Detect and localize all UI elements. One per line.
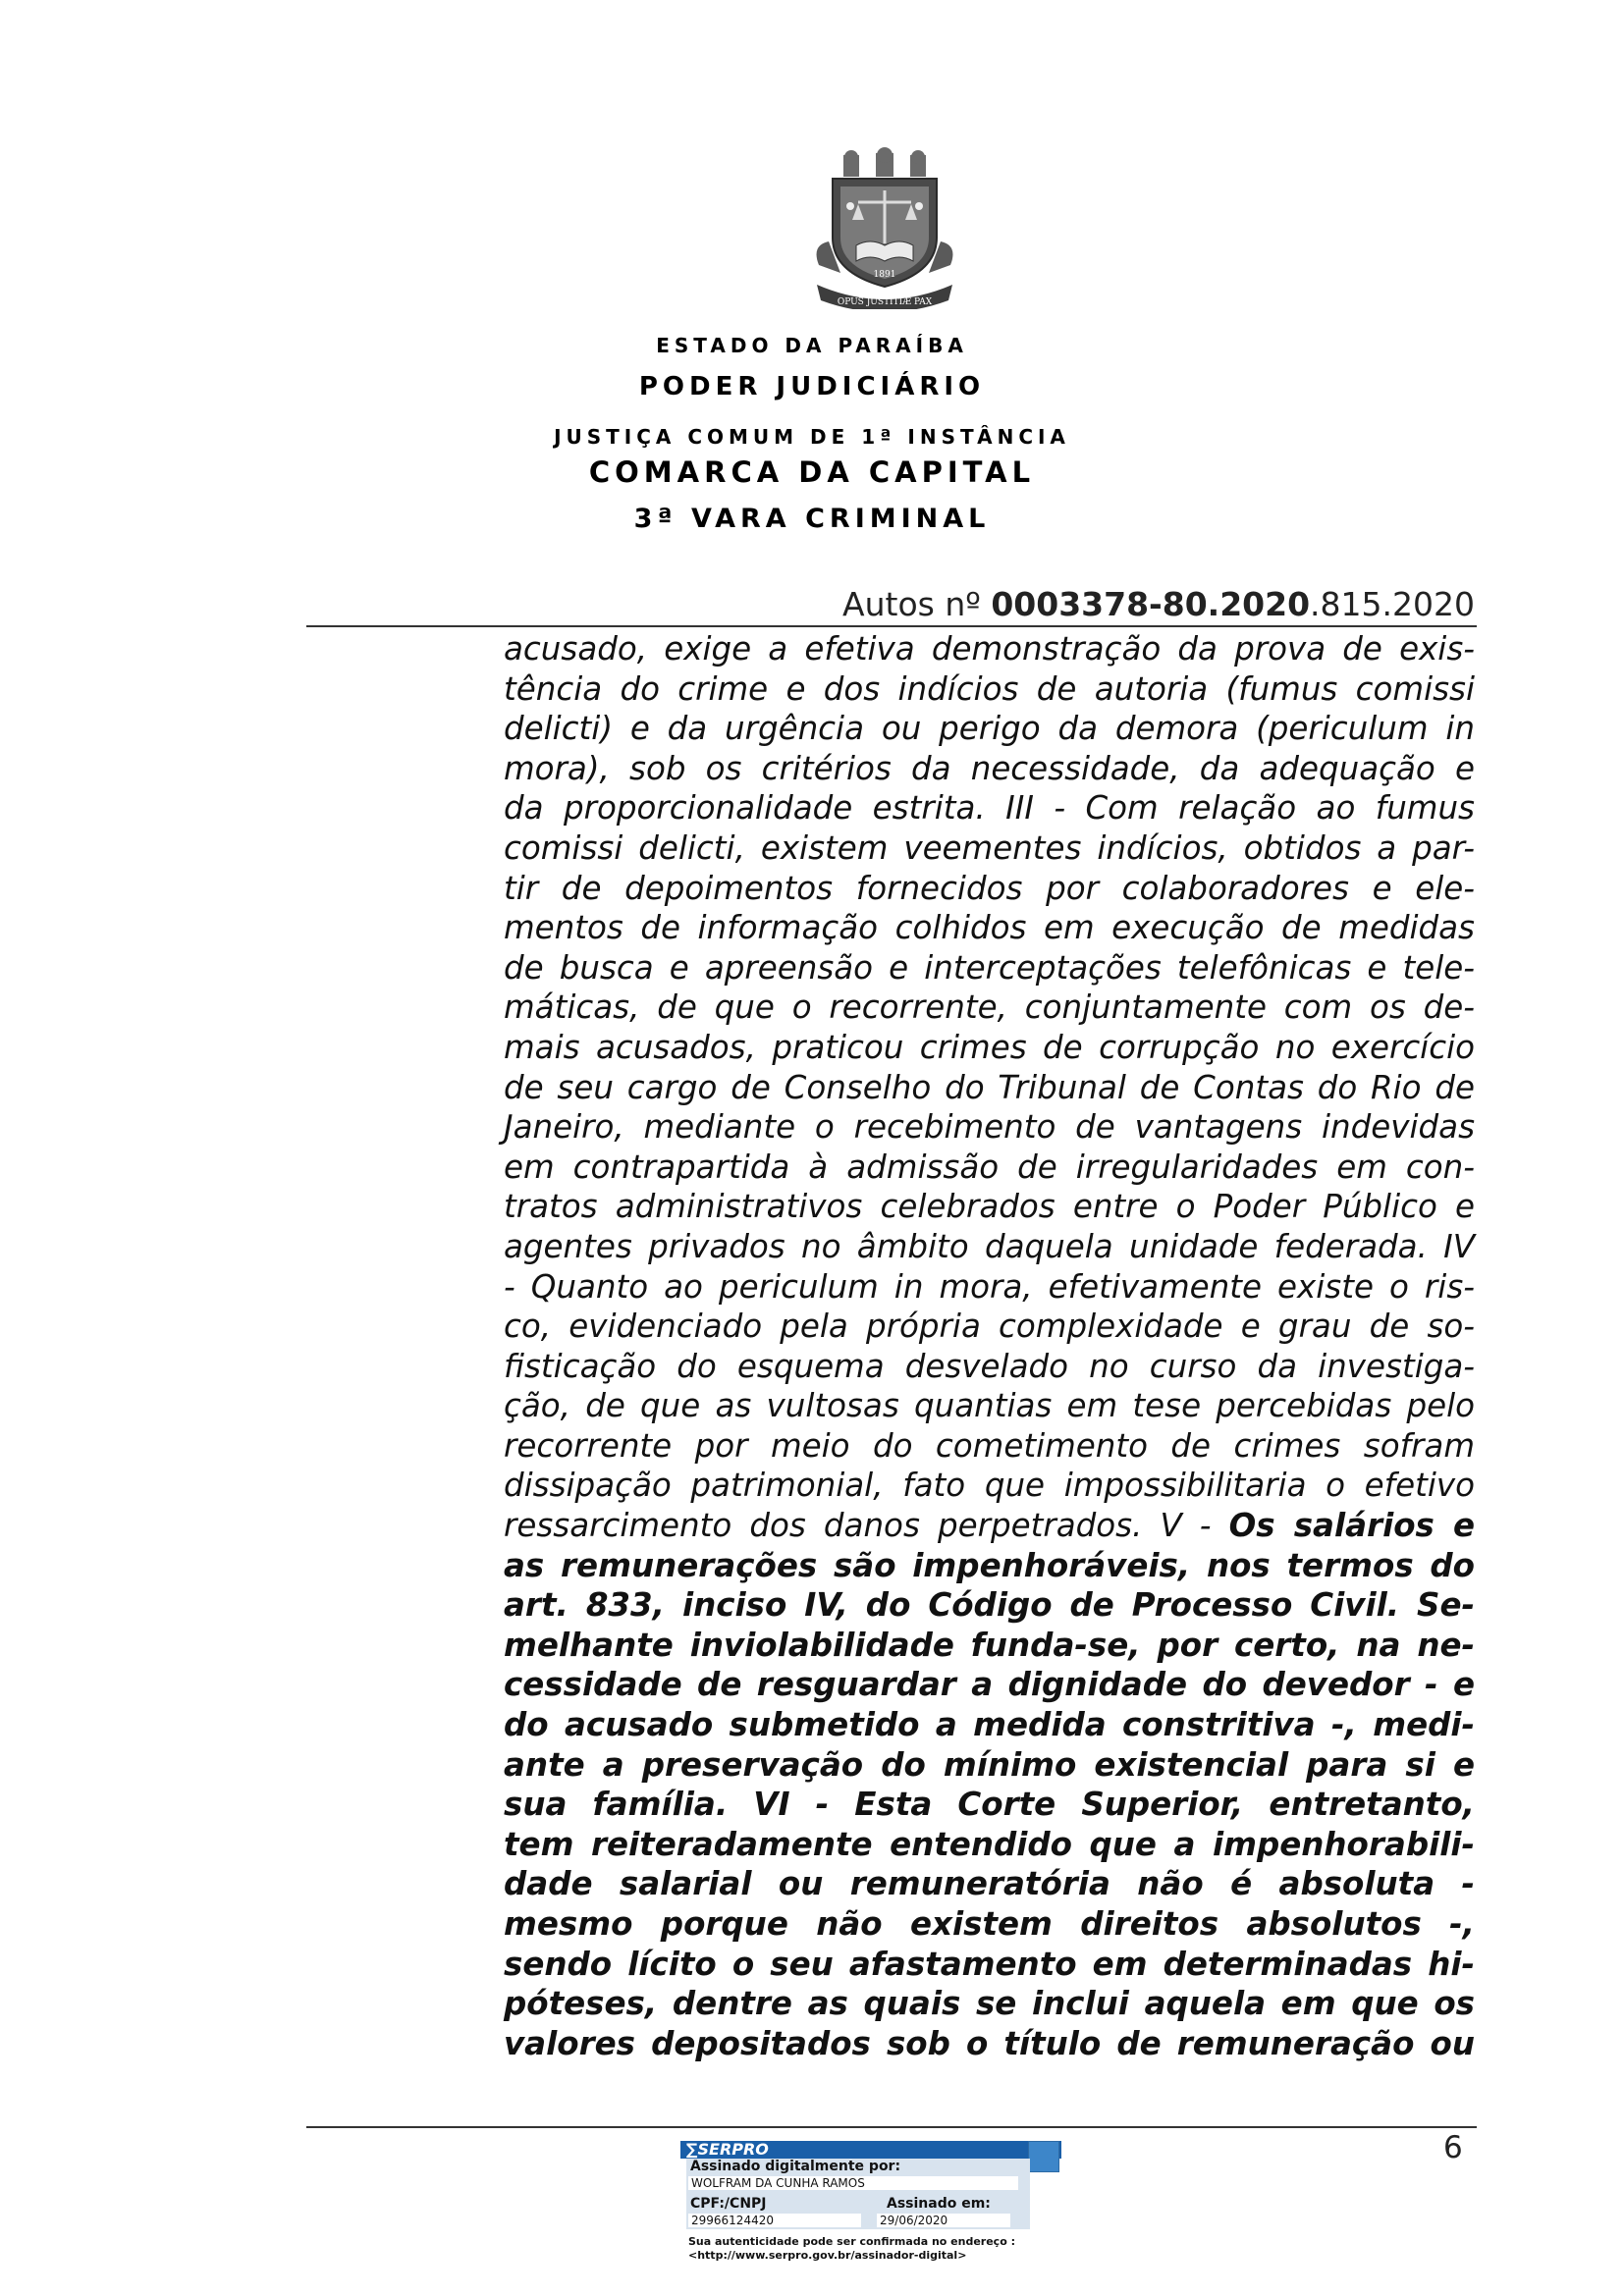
header-vara: 3ª VARA CRIMINAL	[633, 504, 991, 534]
serpro-logo: ∑SERPRO	[686, 2140, 769, 2159]
court-crest-logo	[811, 147, 958, 309]
header-comarca: COMARCA DA CAPITAL	[588, 455, 1036, 489]
case-prefix: Autos nº	[842, 585, 992, 623]
text-line: tência do crime e dos indícios de autoria (fumus comissi	[504, 669, 1475, 708]
mixed-bold-text: Os salários e	[1228, 1507, 1476, 1545]
text-line: mora), sob os critérios da necessidade, da adequação e	[504, 749, 1475, 787]
text-line: ção, de que as vultosas quantias em tese percebidas pelo	[504, 1387, 1475, 1425]
text-line: delicti) e da urgência ou perigo da demora (periculum in	[504, 710, 1475, 748]
case-suffix: .815.2020	[1310, 585, 1475, 623]
text-line: recorrente por meio do cometimento de crimes sofram	[504, 1426, 1475, 1465]
text-line: agentes privados no âmbito daquela unidade federada. IV	[504, 1227, 1475, 1265]
authenticity-note: Sua autenticidade pode ser confirmada no endereço :	[688, 2235, 1015, 2248]
header-power: PODER JUDICIÁRIO	[638, 372, 986, 401]
bold-text-line: valores depositados sob o título de remuneração ou	[504, 2024, 1475, 2062]
bold-text-line: sendo lícito o seu afastamento em determinadas hi-	[504, 1945, 1475, 1983]
text-line: mentos de informação colhidos em execução de medidas	[504, 909, 1475, 947]
signed-on-label: Assinado em:	[887, 2196, 991, 2212]
text-line: em contrapartida à admissão de irregularidades em con-	[504, 1148, 1475, 1186]
header-state: ESTADO DA PARAÍBA	[656, 334, 968, 357]
text-line: comissi delicti, existem veementes indícios, obtidos a par-	[504, 828, 1475, 867]
text-line-mixed	[504, 1506, 1475, 1546]
case-bold-number: 0003378-80.2020	[991, 585, 1311, 623]
signed-by-label: Assinado digitalmente por:	[690, 2159, 901, 2174]
signer-name: WOLFRAM DA CUNHA RAMOS	[688, 2176, 1018, 2190]
bold-text-line: mesmo porque não existem direitos absolutos -,	[504, 1905, 1475, 1943]
page-number: 6	[1443, 2130, 1463, 2165]
cpf-label: CPF:/CNPJ	[690, 2196, 767, 2212]
text-line: fisticação do esquema desvelado no curso da investiga-	[504, 1347, 1475, 1385]
bottom-divider	[306, 2126, 1477, 2128]
quoted-text-block	[504, 629, 1475, 2063]
bold-text-line: do acusado submetido a medida constritiva -, medi-	[504, 1706, 1475, 1744]
bold-text-line: melhante inviolabilidade funda-se, por certo, na ne-	[504, 1626, 1475, 1664]
text-line: dissipação patrimonial, fato que impossibilitaria o efetivo	[504, 1467, 1475, 1505]
text-line: máticas, de que o recorrente, conjuntamente com os de-	[504, 988, 1475, 1027]
authenticity-url[interactable]: <http://www.serpro.gov.br/assinador-digital>	[688, 2249, 967, 2262]
text-line: tratos administrativos celebrados entre o Poder Público e	[504, 1188, 1475, 1226]
case-number	[842, 585, 1475, 623]
text-line: co, evidenciado pela própria complexidade e grau de so-	[504, 1308, 1475, 1346]
bold-text-line: cessidade de resguardar a dignidade do devedor - e	[504, 1666, 1475, 1704]
text-line: acusado, exige a efetiva demonstração da prova de exis-	[504, 630, 1475, 667]
text-line: mais acusados, praticou crimes de corrupção no exercício	[504, 1028, 1475, 1066]
text-line: de busca e apreensão e interceptações telefônicas e tele-	[504, 948, 1475, 987]
bold-text-line: tem reiteradamente entendido que a impenhorabili-	[504, 1825, 1475, 1863]
bold-text-line: ante a preservação do mínimo existencial para si e	[504, 1745, 1475, 1784]
text-line: - Quanto ao periculum in mora, efetivamente existe o ris-	[504, 1267, 1475, 1306]
signature-seal-icon	[1028, 2141, 1059, 2172]
mixed-normal-text: ressarcimento dos danos perpetrados. V -	[504, 1507, 1229, 1545]
bold-text-line: art. 833, inciso IV, do Código de Processo Civil. Se-	[504, 1586, 1475, 1625]
header-justice: JUSTIÇA COMUM DE 1ª INSTÂNCIA	[554, 425, 1070, 449]
signed-on-date: 29/06/2020	[877, 2214, 1010, 2227]
top-divider	[306, 625, 1477, 627]
text-line: Janeiro, mediante o recebimento de vantagens indevidas	[504, 1108, 1475, 1147]
bold-text-line: sua família. VI - Esta Corte Superior, entretanto,	[504, 1786, 1475, 1824]
crest-motto: OPUS JUSTITIÆ PAX	[837, 297, 933, 307]
crest-year: 1891	[873, 270, 896, 280]
bold-text-line: póteses, dentre as quais se inclui aquela em que os	[504, 1985, 1475, 2023]
text-line: da proporcionalidade estrita. III - Com relação ao fumus	[504, 789, 1475, 828]
text-line: tir de depoimentos fornecidos por colaboradores e ele-	[504, 869, 1475, 907]
cpf-value: 29966124420	[688, 2214, 861, 2227]
digital-signature-stamp	[680, 2141, 1061, 2288]
bold-text-line: as remunerações são impenhoráveis, nos termos do	[504, 1546, 1475, 1584]
text-line: de seu cargo de Conselho do Tribunal de Contas do Rio de	[504, 1068, 1475, 1106]
bold-text-line: dade salarial ou remuneratória não é absoluta -	[504, 1865, 1475, 1903]
